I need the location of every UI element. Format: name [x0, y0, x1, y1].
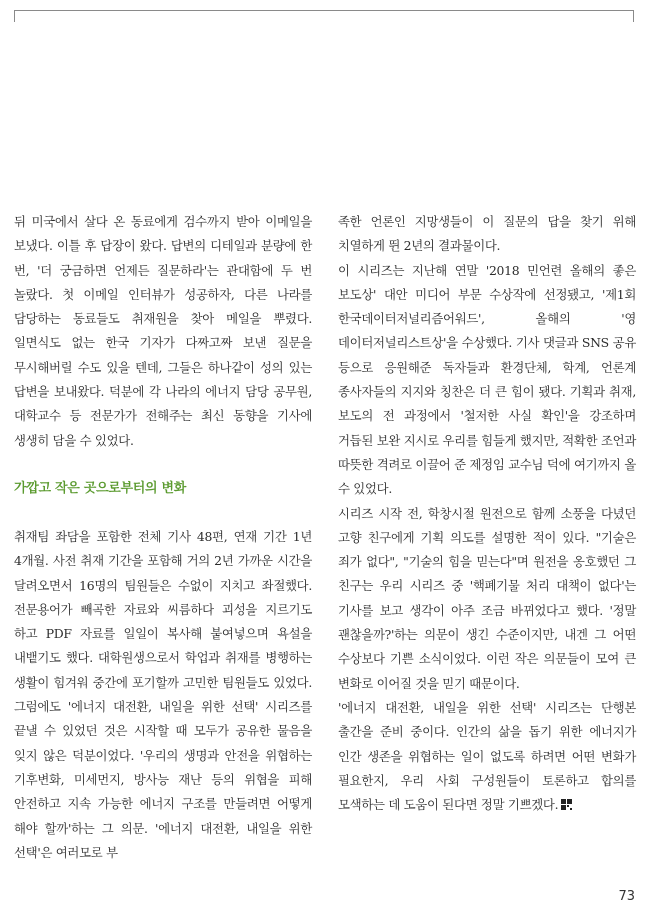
right-paragraph-4-text: '에너지 대전환, 내일을 위한 선택' 시리즈는 단행본 출간을 준비 중이다. 인간의 삶을 돕기 위한 에너지가 인간 생존을 위협하는 일이 없도록 하려면 어떤 변화가 필요한지, 우리 사회 구성원들이 토론하고 합의를 모색하는 데 도움이 된다면 정말 기쁘겠다. — [338, 699, 636, 813]
page-frame-top-rule — [14, 10, 634, 11]
section-heading: 가깝고 작은 곳으로부터의 변화 — [14, 480, 187, 496]
right-paragraph-2: 이 시리즈는 지난해 연말 '2018 민언련 올해의 좋은 보도상' 대안 미디어 부문 수상작에 선정됐고, '제1회 한국데이터저널리즘어워드', 올해의 '영 데이터저널리스트상'을 수상했다. 기사 댓글과 SNS 공유 등으로 응원해준 독자들과 환경단체, 학계, 언론계 종사자들의 지지와 칭찬은 더 큰 힘이 됐다. 기획과 취재, 보도의 전 과정에서 '철저한 사실 확인'을 강조하며 거듭된 보완 지시로 우리를 힘들게 했지만, 적확한 조언과 따뜻한 격려로 이끌어 준 제정임 교수님 덕에 여기까지 올 수 있었다. — [338, 262, 636, 497]
page-number: 73 — [618, 889, 635, 904]
right-paragraph-1: 족한 언론인 지망생들이 이 질문의 답을 찾기 위해 치열하게 뛴 2년의 결과물이다. — [338, 214, 636, 254]
left-paragraph-2: 취재팀 좌담을 포함한 전체 기사 48편, 연재 기간 1년 4개월. 사전 취재 기간을 포함해 거의 2년 가까운 시간을 달려오면서 16명의 팀원들은 수없이 지치고 좌절했다. 전문용어가 빼곡한 자료와 씨름하다 괴성을 지르기도 하고 PDF 자료를 일일이 복사해 붙여넣으며 욕설을 내뱉기도 했다. 대학원생으로서 학업과 취재를 병행하는 생활이 힘겨워 중간에 포기할까 고민한 팀원들도 있었다. 그럼에도 '에너지 대전환, 내일을 위한 선택' 시리즈를 끝낼 수 있었던 것은 시작할 때 모두가 공유한 물음을 잊지 않은 덕분이었다. '우리의 생명과 안전을 위협하는 기후변화, 미세먼지, 방사능 재난 등의 위협을 피해 안전하고 지속 가능한 에너지 구조를 만들려면 어떻게 해야 할까'하는 그 의문. '에너지 대전환, 내일을 위한 선택'은 여러모로 부 — [14, 528, 312, 860]
page-frame-right-tick — [633, 10, 634, 22]
right-paragraph-3: 시리즈 시작 전, 학창시절 원전으로 함께 소풍을 다녔던 고향 친구에게 기획 의도를 설명한 적이 있다. "기술은 죄가 없다", "기술의 힘을 믿는다"며 원전을 옹호했던 그 친구는 우리 시리즈 중 '핵폐기물 처리 대책이 없다'는 기사를 보고 생각이 아주 조금 바뀌었다고 했다. '정말 괜찮을까?'하는 의문이 생긴 수준이지만, 내겐 그 어떤 수상보다 기쁜 소식이었다. 이런 작은 의문들이 모여 큰 변화로 이어질 것을 믿기 때문이다. — [338, 505, 636, 691]
right-paragraph-4 — [338, 696, 636, 817]
left-column — [14, 210, 312, 865]
right-column — [338, 210, 636, 817]
page-frame-left-tick — [14, 10, 15, 22]
end-of-article-icon — [561, 799, 572, 810]
left-paragraph-1: 뒤 미국에서 살다 온 동료에게 검수까지 받아 이메일을 보냈다. 이틀 후 답장이 왔다. 답변의 디테일과 분량에 한 번, '더 궁금하면 언제든 질문하라'는 관대함에 두 번 놀랐다. 첫 이메일 인터뷰가 성공하자, 다른 나라를 담당하는 동료들도 취재원을 찾아 메일을 뿌렸다. 일면식도 없는 한국 기자가 다짜고짜 보낸 질문을 무시해버릴 수도 있을 텐데, 그들은 하나같이 성의 있는 답변을 보내왔다. 덕분에 각 나라의 에너지 담당 공무원, 대학교수 등 전문가가 전해주는 최신 동향을 기사에 생생히 담을 수 있었다. — [14, 214, 312, 448]
section-spacer — [14, 501, 312, 525]
section-spacer — [14, 453, 312, 477]
